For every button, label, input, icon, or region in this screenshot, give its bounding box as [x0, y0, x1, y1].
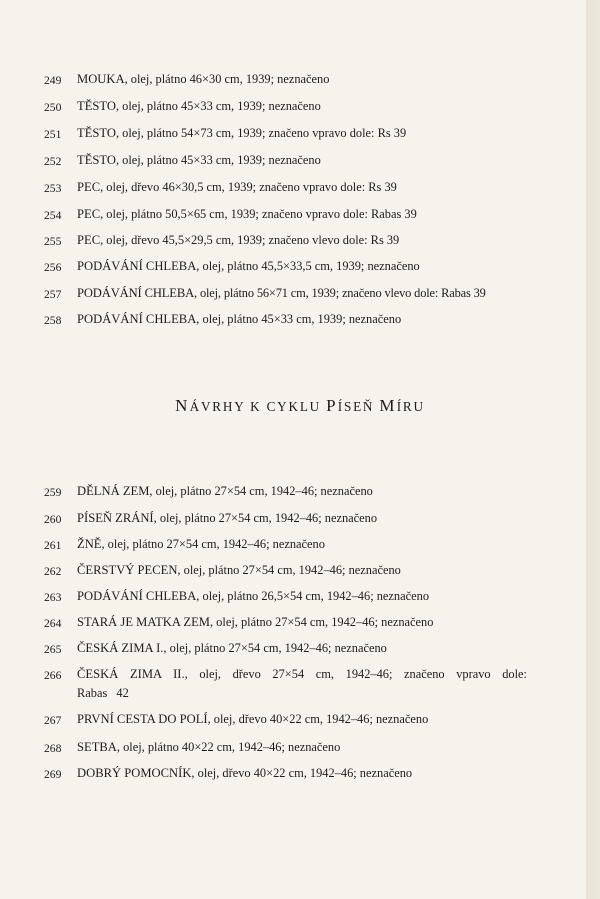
entry-number: 266	[44, 669, 62, 682]
entry-number: 263	[44, 591, 62, 604]
entry-title: PEC	[77, 233, 101, 247]
entry-details: , olej, plátno 56×71 cm, 1939; značeno vlevo dole: Rabas 39	[194, 286, 486, 300]
entry-number: 257	[44, 288, 62, 301]
entry-details: , olej, plátno 46×30 cm, 1939; neznačeno	[124, 72, 330, 86]
catalog-entry	[44, 151, 534, 170]
entry-title: PEC	[77, 180, 101, 194]
entry-details: , olej, plátno 27×54 cm, 1942–46; neznačeno	[149, 484, 373, 498]
entry-title: TĚSTO	[77, 126, 116, 140]
entry-number: 256	[44, 261, 62, 274]
catalog-entry	[44, 710, 534, 729]
catalog-entry	[44, 70, 534, 89]
entry-title: ČESKÁ ZIMA I.	[77, 641, 164, 655]
entry-details: , olej, plátno 45,5×33,5 cm, 1939; neznačeno	[196, 259, 420, 273]
page-edge	[586, 0, 600, 899]
catalog-entry	[44, 97, 534, 116]
entry-details: , olej, plátno 26,5×54 cm, 1942–46; neznačeno	[196, 589, 430, 603]
entry-title: MOUKA	[77, 72, 125, 86]
catalog-entry	[44, 257, 534, 276]
entry-title: PÍSEŇ ZRÁNÍ	[77, 511, 154, 525]
entry-details: , olej, plátno 40×22 cm, 1942–46; neznačeno	[116, 740, 341, 754]
entry-title: PODÁVÁNÍ CHLEBA	[77, 589, 197, 603]
entry-title: DĚLNÁ ZEM	[77, 484, 150, 498]
entry-title: PODÁVÁNÍ CHLEBA	[77, 286, 195, 300]
entry-details: , olej, plátno 45×33 cm, 1939; neznačeno	[115, 153, 321, 167]
entry-number: 267	[44, 714, 62, 727]
entry-details: , olej, plátno 27×54 cm, 1942–46; neznačeno	[163, 641, 387, 655]
catalog-entry	[44, 738, 534, 757]
catalog-entry	[44, 561, 534, 580]
entry-title: PRVNÍ CESTA DO POLÍ	[77, 712, 208, 726]
entry-number: 254	[44, 209, 62, 222]
entry-details: , olej, dřevo 45,5×29,5 cm, 1939; značeno vlevo dole: Rs 39	[100, 233, 400, 247]
entry-number: 262	[44, 565, 62, 578]
entry-title: ŽNĚ	[77, 537, 102, 551]
entry-number: 269	[44, 768, 62, 781]
entry-title: SETBA	[77, 740, 117, 754]
catalog-entry	[44, 764, 534, 783]
catalog-entry	[44, 587, 534, 606]
entry-number: 261	[44, 539, 62, 552]
entry-title: PODÁVÁNÍ CHLEBA	[77, 259, 197, 273]
entry-details: , olej, plátno 50,5×65 cm, 1939; značeno vpravo dole: Rabas 39	[100, 207, 417, 221]
entry-details: , olej, dřevo 27×54 cm, 1942–46; značeno vpravo dole: Rabas 42	[77, 667, 527, 700]
entry-title: TĚSTO	[77, 99, 116, 113]
entry-title: PEC	[77, 207, 101, 221]
catalog-entry	[44, 665, 527, 703]
entry-title: TĚSTO	[77, 153, 116, 167]
catalog-entry	[44, 535, 534, 554]
entry-number: 259	[44, 486, 62, 499]
entry-title: DOBRÝ POMOCNÍK	[77, 766, 192, 780]
entry-title: PODÁVÁNÍ CHLEBA	[77, 312, 197, 326]
catalog-entry	[44, 231, 534, 250]
section-heading: NÁVRHY K CYKLU PÍSEŇ MÍRU	[175, 396, 425, 415]
entry-details: , olej, dřevo 40×22 cm, 1942–46; neznačeno	[207, 712, 429, 726]
catalog-entry	[44, 284, 534, 303]
entry-number: 264	[44, 617, 62, 630]
entry-number: 251	[44, 128, 62, 141]
catalog-entry	[44, 205, 534, 224]
catalog-entry	[44, 613, 534, 632]
catalog-entry	[44, 124, 534, 143]
entry-number: 250	[44, 101, 62, 114]
entry-details: , olej, plátno 27×54 cm, 1942–46; neznačeno	[101, 537, 325, 551]
entry-details: , olej, dřevo 46×30,5 cm, 1939; značeno vpravo dole: Rs 39	[100, 180, 397, 194]
entry-number: 258	[44, 314, 62, 327]
entry-details: , olej, plátno 27×54 cm, 1942–46; neznačeno	[177, 563, 401, 577]
entry-number: 255	[44, 235, 62, 248]
entry-number: 249	[44, 74, 62, 87]
catalog-entry	[44, 482, 534, 501]
entry-number: 252	[44, 155, 62, 168]
entry-title: ČERSTVÝ PECEN	[77, 563, 178, 577]
catalog-entry	[44, 509, 534, 528]
entry-details: , olej, plátno 27×54 cm, 1942–46; neznačeno	[209, 615, 434, 629]
catalog-entry	[44, 178, 534, 197]
catalog-entry	[44, 310, 534, 329]
entry-details: , olej, plátno 27×54 cm, 1942–46; neznačeno	[153, 511, 378, 525]
entry-details: , olej, plátno 45×33 cm, 1939; neznačeno	[115, 99, 321, 113]
entry-title: STARÁ JE MATKA ZEM	[77, 615, 210, 629]
entry-details: , olej, plátno 54×73 cm, 1939; značeno vpravo dole: Rs 39	[115, 126, 407, 140]
entry-details: , olej, dřevo 40×22 cm, 1942–46; neznačeno	[191, 766, 413, 780]
entry-number: 268	[44, 742, 62, 755]
entry-details: , olej, plátno 45×33 cm, 1939; neznačeno	[196, 312, 402, 326]
catalog-entry	[44, 639, 534, 658]
entry-number: 260	[44, 513, 62, 526]
entry-title: ČESKÁ ZIMA II.	[77, 667, 185, 681]
entry-number: 265	[44, 643, 62, 656]
entry-number: 253	[44, 182, 62, 195]
